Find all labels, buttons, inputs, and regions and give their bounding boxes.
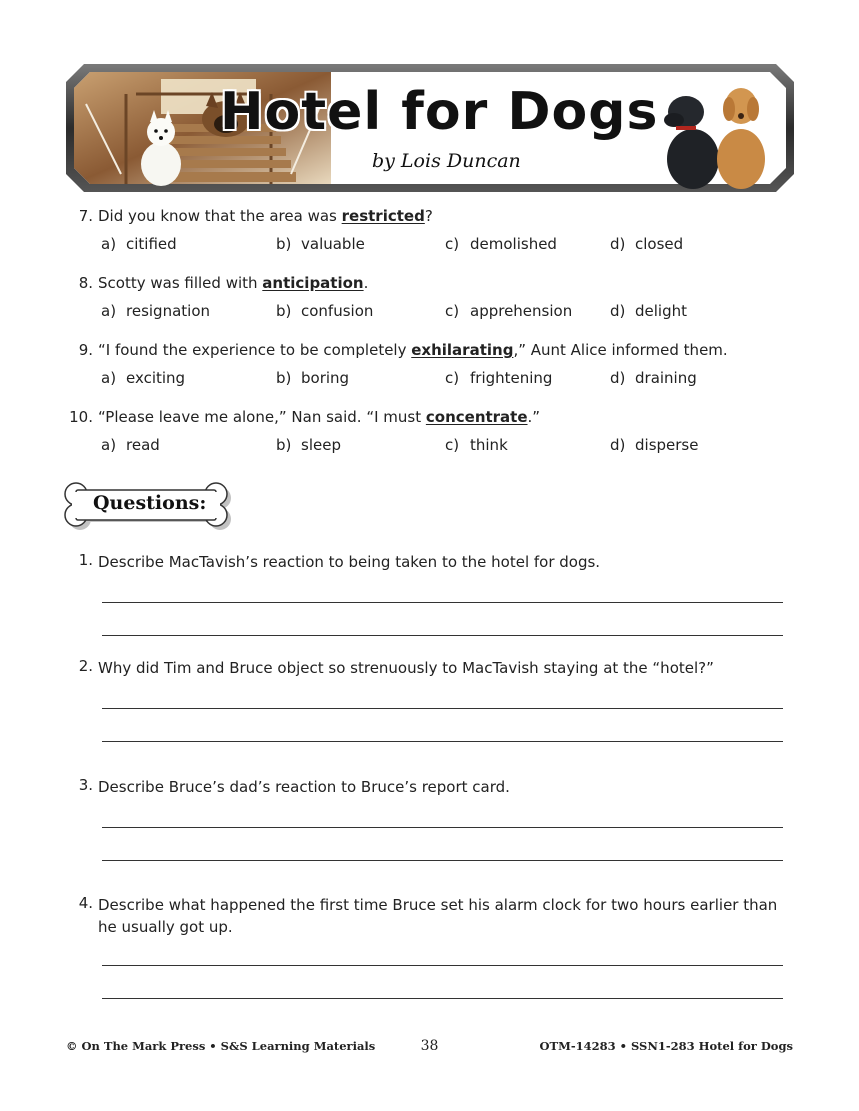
answer-option-b[interactable]: b) boring [276,369,350,387]
question-number: 1. [78,551,93,569]
answer-option-c[interactable]: c) apprehension [445,302,573,320]
question-stem: “I found the experience to be completely exhilarating,” Aunt Alice informed them. [98,341,728,359]
answer-line[interactable] [102,741,783,742]
question-number: 2. [78,657,93,675]
answer-option-c[interactable]: c) think [445,436,508,454]
answer-option-b[interactable]: b) valuable [276,235,365,253]
page-number: 38 [420,1038,439,1054]
answer-option-d[interactable]: d) disperse [610,436,699,454]
answer-line[interactable] [102,998,783,999]
answer-option-d[interactable]: d) delight [610,302,687,320]
questions-heading: Questions: [93,492,207,514]
answer-option-d[interactable]: d) closed [610,235,684,253]
answer-option-c[interactable]: c) demolished [445,235,557,253]
question-text: Why did Tim and Bruce object so strenuously to MacTavish staying at the “hotel?” [98,659,714,677]
answer-option-c[interactable]: c) frightening [445,369,553,387]
vocab-word: concentrate [425,408,528,426]
question-text: Describe what happened the first time Bruce set his alarm clock for two hours earlier than he usually got up. [98,896,778,936]
question-stem: “Please leave me alone,” Nan said. “I must concentrate.” [98,408,541,426]
question-number: 4. [78,894,93,912]
answer-option-a[interactable]: a) read [101,436,160,454]
vocab-word: restricted [341,207,425,225]
question-stem: Did you know that the area was restricted? [98,207,433,225]
question-number: 7. [78,207,93,225]
vocab-word: anticipation [262,274,364,292]
answer-line[interactable] [102,827,783,828]
answer-option-a[interactable]: a) citified [101,235,177,253]
answer-option-b[interactable]: b) confusion [276,302,374,320]
question-number: 10. [69,408,93,426]
question-text: Describe MacTavish’s reaction to being taken to the hotel for dogs. [98,553,601,571]
answer-option-b[interactable]: b) sleep [276,436,341,454]
footer-catalog-id: OTM-14283 • SSN1-283 Hotel for Dogs [539,1039,793,1053]
answer-line[interactable] [102,708,783,709]
answer-line[interactable] [102,860,783,861]
question-number: 3. [78,776,93,794]
answer-option-a[interactable]: a) exciting [101,369,186,387]
question-number: 8. [78,274,93,292]
vocab-word: exhilarating [411,341,514,359]
title-banner [66,64,794,192]
question-number: 9. [78,341,93,359]
answer-option-d[interactable]: d) draining [610,369,697,387]
book-author: by Lois Duncan [372,150,521,172]
question-stem: Scotty was filled with anticipation. [98,274,369,292]
answer-line[interactable] [102,635,783,636]
answer-option-a[interactable]: a) resignation [101,302,211,320]
answer-line[interactable] [102,965,783,966]
footer-publisher: © On The Mark Press • S&S Learning Materials [66,1039,376,1053]
book-title: Hotel for Dogs [220,82,659,142]
question-text: Describe Bruce’s dad’s reaction to Bruce’s report card. [98,778,510,796]
answer-line[interactable] [102,602,783,603]
